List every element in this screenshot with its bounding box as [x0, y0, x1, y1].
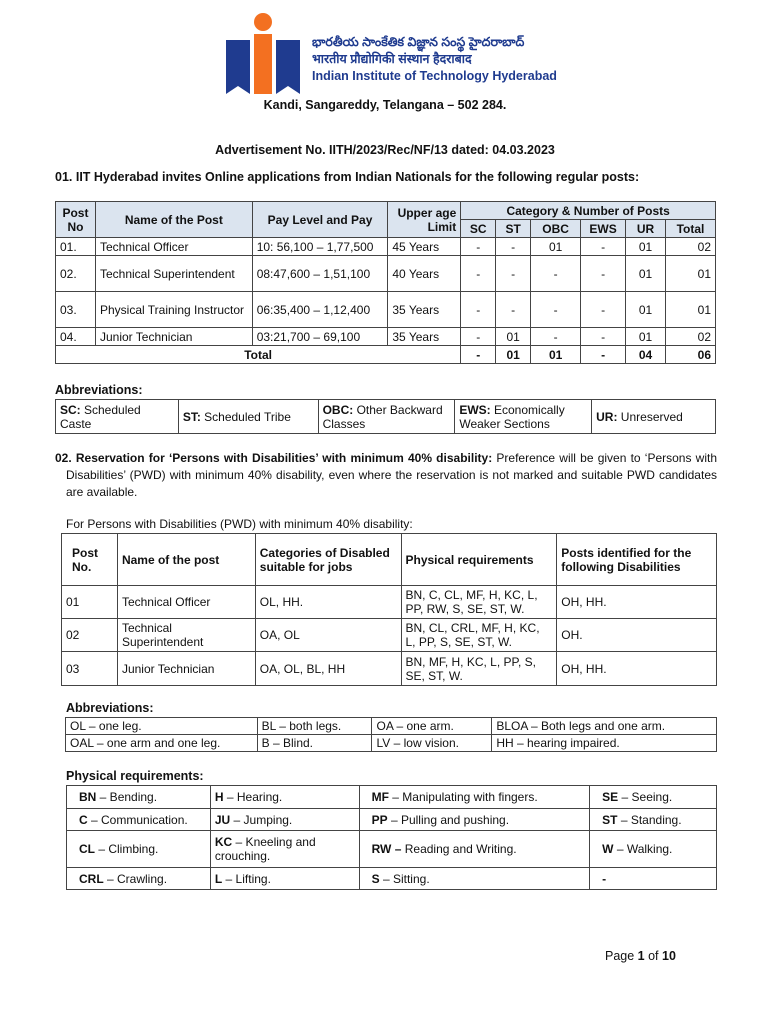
req-key: C	[79, 812, 88, 827]
current-page: 1	[637, 949, 645, 963]
abbr-cell: OA – one arm.	[372, 718, 492, 735]
physical-requirements-heading: Physical requirements:	[66, 769, 204, 783]
cell-obc: -	[531, 256, 581, 292]
table-row	[62, 652, 717, 686]
table-row	[56, 238, 716, 256]
total-st: 01	[496, 346, 531, 364]
page-number	[605, 949, 676, 963]
cell-sc: -	[461, 256, 496, 292]
req-text: – Crawling.	[103, 871, 168, 886]
req-cell	[590, 786, 717, 809]
req-text: – Standing.	[617, 812, 682, 827]
cell-st: -	[496, 292, 531, 328]
table-row	[62, 586, 717, 619]
total-total: 06	[665, 346, 715, 364]
table-row	[56, 292, 716, 328]
pwd-cell-identified: OH, HH.	[557, 652, 717, 686]
logo-orange-dot	[254, 13, 272, 31]
pwd-cell-name: Technical Officer	[117, 586, 255, 619]
abbr-key: SC:	[60, 402, 81, 417]
posts-table	[55, 201, 716, 364]
pwd-header-categories: Categories of Disabled suitable for jobs	[255, 534, 401, 586]
cell-st: 01	[496, 328, 531, 346]
pwd-header-no: Post No.	[62, 534, 118, 586]
cell-ews: -	[581, 328, 626, 346]
pwd-cell-physical: BN, C, CL, MF, H, KC, L, PP, RW, S, SE, ST, W.	[401, 586, 557, 619]
req-text: – Walking.	[613, 842, 673, 856]
pwd-cell-no: 01	[62, 586, 118, 619]
total-row	[56, 346, 716, 364]
abbr-key: EWS:	[459, 402, 491, 417]
cell-sc: -	[461, 328, 496, 346]
req-key: MF	[371, 790, 389, 804]
cell-pay: 10: 56,100 – 1,77,500	[252, 238, 388, 256]
pwd-cell-identified: OH.	[557, 619, 717, 652]
pwd-table	[61, 533, 717, 686]
abbr-key: OBC:	[322, 402, 354, 417]
req-text: – Manipulating with fingers.	[388, 790, 538, 804]
abbr-cell: B – Blind.	[257, 735, 372, 752]
req-cell	[359, 809, 590, 831]
cell-obc: -	[531, 328, 581, 346]
advertisement-number: Advertisement No. IITH/2023/Rec/NF/13 dated: 04.03.2023	[215, 143, 555, 157]
abbr-text: Other Backward Classes	[322, 402, 443, 431]
header-obc: OBC	[531, 220, 581, 238]
header-post-no: Post No	[56, 202, 96, 238]
header-ur: UR	[626, 220, 666, 238]
req-text: – Hearing.	[223, 790, 283, 804]
cell-post-no: 01.	[56, 238, 96, 256]
logo-blue-right	[276, 40, 300, 94]
table-row	[56, 256, 716, 292]
institute-name-english: Indian Institute of Technology Hyderabad	[312, 69, 557, 83]
cell-pay: 03:21,700 – 69,100	[252, 328, 388, 346]
institute-name-block	[312, 34, 592, 85]
abbr-key: ST:	[182, 409, 201, 424]
req-cell	[590, 868, 717, 890]
header-post-name: Name of the Post	[95, 202, 252, 238]
pwd-header-name: Name of the post	[117, 534, 255, 586]
cell-post-name: Technical Officer	[95, 238, 252, 256]
iith-logo	[222, 12, 304, 96]
total-pages: 10	[662, 949, 676, 963]
cell-total: 02	[665, 238, 715, 256]
cell-age: 45 Years	[388, 238, 461, 256]
cell-st: -	[496, 256, 531, 292]
req-cell	[590, 831, 717, 868]
pwd-paragraph	[55, 450, 717, 501]
req-text: – Sitting.	[379, 871, 430, 886]
header-total: Total	[665, 220, 715, 238]
abbr-text: Unreserved	[617, 409, 683, 424]
pwd-cell-categories: OL, HH.	[255, 586, 401, 619]
pwd-text: Preference will be given to ‘Persons with Disabilities’ (PWD) with minimum 40% disability, even where the reservation is not marked and suitable PWD candidates are available.	[66, 451, 717, 499]
cell-age: 35 Years	[388, 292, 461, 328]
req-key: ST	[602, 812, 618, 827]
institute-address: Kandi, Sangareddy, Telangana – 502 284.	[263, 98, 507, 112]
abbr-ews	[455, 400, 592, 434]
req-cell	[210, 831, 359, 868]
category-abbreviations-table	[55, 399, 716, 434]
pwd-cell-no: 03	[62, 652, 118, 686]
req-key: -	[602, 871, 607, 886]
cell-post-name: Physical Training Instructor	[95, 292, 252, 328]
total-ews: -	[581, 346, 626, 364]
disability-abbreviations-table	[65, 717, 717, 752]
pwd-cell-name: Junior Technician	[117, 652, 255, 686]
req-text: – Communication.	[87, 812, 188, 827]
pwd-cell-physical: BN, CL, CRL, MF, H, KC, L, PP, S, SE, ST, W.	[401, 619, 557, 652]
abbr-text: Economically Weaker Sections	[459, 402, 565, 431]
abbr-text: Scheduled Tribe	[200, 409, 291, 424]
req-key: BN	[79, 790, 97, 804]
req-key: PP	[371, 812, 388, 827]
cell-ur: 01	[626, 328, 666, 346]
total-sc: -	[461, 346, 496, 364]
abbr-ur	[592, 400, 716, 434]
pwd-heading: 02. Reservation for ‘Persons with Disabilities’ with minimum 40% disability:	[55, 451, 493, 465]
req-cell	[359, 786, 590, 809]
logo-blue-left	[226, 40, 250, 94]
cell-ews: -	[581, 292, 626, 328]
header-category-group: Category & Number of Posts	[461, 202, 716, 220]
header-pay: Pay Level and Pay	[252, 202, 388, 238]
abbreviations-heading: Abbreviations:	[55, 383, 143, 397]
req-text: – Pulling and pushing.	[387, 812, 510, 827]
logo-orange-bar	[254, 34, 272, 94]
abbr-cell: BLOA – Both legs and one arm.	[492, 718, 717, 735]
cell-ews: -	[581, 256, 626, 292]
cell-pay: 06:35,400 – 1,12,400	[252, 292, 388, 328]
pwd-cell-categories: OA, OL, BL, HH	[255, 652, 401, 686]
req-cell	[359, 868, 590, 890]
cell-age: 35 Years	[388, 328, 461, 346]
req-cell	[210, 809, 359, 831]
abbr-text: Scheduled Caste	[60, 402, 141, 431]
institute-name-hindi: भारतीय प्रौद्योगिकी संस्थान हैदराबाद	[312, 52, 472, 66]
cell-total: 02	[665, 328, 715, 346]
req-key: H	[214, 790, 224, 804]
cell-total: 01	[665, 256, 715, 292]
page-word: Page	[605, 949, 638, 963]
req-text: – Bending.	[96, 790, 158, 804]
abbr-cell: OAL – one arm and one leg.	[66, 735, 258, 752]
cell-total: 01	[665, 292, 715, 328]
header-sc: SC	[461, 220, 496, 238]
abbr-st	[178, 400, 318, 434]
cell-age: 40 Years	[388, 256, 461, 292]
cell-sc: -	[461, 238, 496, 256]
abbr-sc	[56, 400, 179, 434]
header-age-limit: Upper age Limit	[388, 202, 461, 238]
req-cell	[67, 786, 211, 809]
cell-post-no: 04.	[56, 328, 96, 346]
pwd-header-identified: Posts identified for the following Disabilities	[557, 534, 717, 586]
cell-sc: -	[461, 292, 496, 328]
disability-abbreviations-heading: Abbreviations:	[66, 701, 154, 715]
abbr-cell: HH – hearing impaired.	[492, 735, 717, 752]
cell-obc: 01	[531, 238, 581, 256]
table-row	[62, 619, 717, 652]
req-key: RW –	[371, 842, 402, 856]
req-key: CL	[79, 842, 95, 856]
req-cell	[359, 831, 590, 868]
req-key: KC	[214, 835, 233, 849]
cell-obc: -	[531, 292, 581, 328]
abbr-key: UR:	[596, 409, 618, 424]
req-key: CRL	[79, 871, 104, 886]
cell-ews: -	[581, 238, 626, 256]
req-text: – Seeing.	[618, 790, 673, 804]
header-st: ST	[496, 220, 531, 238]
req-text: – Lifting.	[222, 871, 271, 886]
total-obc: 01	[531, 346, 581, 364]
abbr-cell: OL – one leg.	[66, 718, 258, 735]
cell-ur: 01	[626, 238, 666, 256]
cell-post-name: Junior Technician	[95, 328, 252, 346]
req-text: – Climbing.	[95, 842, 159, 856]
req-cell	[590, 809, 717, 831]
pwd-cell-no: 02	[62, 619, 118, 652]
of-word: of	[644, 949, 662, 963]
cell-post-no: 03.	[56, 292, 96, 328]
pwd-cell-categories: OA, OL	[255, 619, 401, 652]
req-text: – Kneeling and crouching.	[214, 835, 316, 863]
req-key: L	[214, 871, 223, 886]
cell-ur: 01	[626, 292, 666, 328]
pwd-cell-identified: OH, HH.	[557, 586, 717, 619]
req-cell	[67, 809, 211, 831]
pwd-cell-physical: BN, MF, H, KC, L, PP, S, SE, ST, W.	[401, 652, 557, 686]
cell-post-no: 02.	[56, 256, 96, 292]
abbr-cell: BL – both legs.	[257, 718, 372, 735]
req-text: Reading and Writing.	[401, 842, 517, 856]
abbr-cell: LV – low vision.	[372, 735, 492, 752]
cell-st: -	[496, 238, 531, 256]
section-1-intro: 01. IIT Hyderabad invites Online applications from Indian Nationals for the following regular posts:	[55, 170, 640, 184]
pwd-cell-name: Technical Superintendent	[117, 619, 255, 652]
pwd-header-physical: Physical requirements	[401, 534, 557, 586]
req-cell	[210, 786, 359, 809]
cell-ur: 01	[626, 256, 666, 292]
abbr-obc	[318, 400, 455, 434]
req-key: W	[602, 842, 614, 856]
table-row	[56, 328, 716, 346]
pwd-subheading: For Persons with Disabilities (PWD) with minimum 40% disability:	[66, 517, 413, 531]
req-key: JU	[214, 812, 231, 827]
total-label: Total	[56, 346, 461, 364]
physical-requirements-table	[66, 785, 717, 890]
cell-post-name: Technical Superintendent	[95, 256, 252, 292]
req-key: SE	[602, 790, 619, 804]
total-ur: 04	[626, 346, 666, 364]
req-key: S	[371, 871, 380, 886]
cell-pay: 08:47,600 – 1,51,100	[252, 256, 388, 292]
req-cell	[67, 868, 211, 890]
req-text: – Jumping.	[230, 812, 293, 827]
institute-name-telugu: భారతీయ సాంకేతిక విజ్ఞాన సంస్థ హైదరాబాద్	[312, 35, 525, 49]
req-cell	[67, 831, 211, 868]
header-ews: EWS	[581, 220, 626, 238]
req-cell	[210, 868, 359, 890]
